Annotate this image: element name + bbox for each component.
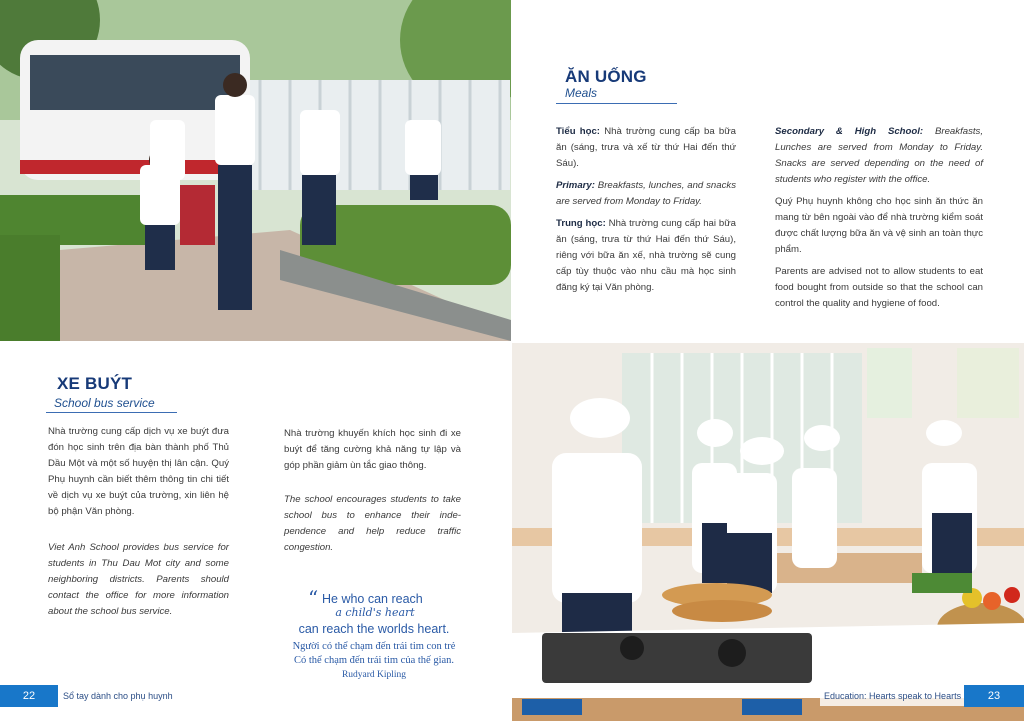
left-page-number: 22: [0, 685, 58, 707]
advice-en-paragraph: Parents are advised not to allow students to eat food bought from outside so that the school can control the quality and hygiene of food.: [775, 266, 983, 309]
left-footer-text: Sổ tay dành cho phụ huynh: [63, 691, 173, 701]
right-footer-text: Education: Hearts speak to Hearts: [824, 691, 962, 701]
quote-line3: can reach the worlds heart.: [298, 622, 450, 636]
students-walking-photo: [0, 0, 511, 341]
right-page-number: 23: [964, 685, 1024, 707]
secondary-vi-paragraph: Trung học: Nhà trường cung cấp hai bữa ăn (sáng, trưa từ thứ Hai đến thứ Sáu), riêng với bữa ăn xế, nhà trường sẽ cung cấp tùy thuộc vào nhu cầu mà học sinh đăng ký tại Văn phòng.: [556, 218, 736, 293]
meals-heading-rule: [556, 103, 677, 104]
bus-column-right: [284, 426, 461, 556]
bus-subtitle: School bus service: [54, 396, 155, 410]
quote-mark-icon: “: [308, 586, 319, 610]
bus-para1-vi: Nhà trường cung cấp dịch vụ xe buýt đưa đón học sinh trên địa bàn thành phố Thủ Dầu Một và một số huyện thị lân cận. Quý Phụ huynh cần biết thêm thông tin chi tiết về dịch vụ xe buýt của trường, xin liên hệ bộ phận Văn phòng.: [48, 426, 229, 517]
bus-column-left: [48, 424, 229, 620]
cooking-class-photo: [512, 343, 1024, 721]
bus-title: XE BUÝT: [57, 374, 133, 393]
quote-line2: a child's heart: [335, 606, 415, 619]
primary-vi-paragraph: Tiểu học: Nhà trường cung cấp ba bữa ăn (sáng, trưa và xế từ thứ Hai đến thứ Sáu).: [556, 126, 737, 169]
meals-title: ĂN UỐNG: [565, 67, 647, 86]
bus-para1-en: Viet Anh School provides bus service for students in Thu Dau Mot city and some neighboring districts. Parents should contact the office for more information about the school bus service.: [48, 542, 229, 617]
primary-en-paragraph: Primary: Breakfasts, lunches, and snacks are served from Monday to Friday.: [556, 180, 736, 207]
meals-column-right: [775, 124, 983, 312]
bus-para2-vi: Nhà trường khuyến khích học sinh đi xe buýt để tăng cường khả năng tự lập và góp phần giảm ùn tắc giao thông.: [284, 428, 461, 471]
meals-subtitle: Meals: [565, 86, 598, 100]
bus-heading-rule: [46, 412, 177, 413]
quote-line1: He who can reach: [322, 592, 423, 606]
quote-author: Rudyard Kipling: [341, 670, 407, 680]
quote-vi-line2: Có thể chạm đến trái tim của thế gian.: [293, 655, 455, 666]
secondary-en-paragraph: Secondary & High School: Breakfasts, Lunches are served from Monday to Friday. Snacks are served depending on the need of students who register with the office.: [775, 126, 983, 185]
quote-vi-line1: Người có thể chạm đến trái tim con trẻ: [292, 641, 456, 652]
bus-para2-en: The school encourages students to take school bus to enhance their inde-pendence and help reduce traffic congestion.: [284, 494, 461, 553]
advice-vi-paragraph: Quý Phụ huynh không cho học sinh ăn thức ăn mang từ bên ngoài vào để nhà trường kiểm soát được chất lượng bữa ăn và vệ sinh an toàn thực phẩm.: [775, 196, 983, 255]
meals-column-left: [556, 124, 736, 296]
quote-block: [280, 586, 480, 682]
